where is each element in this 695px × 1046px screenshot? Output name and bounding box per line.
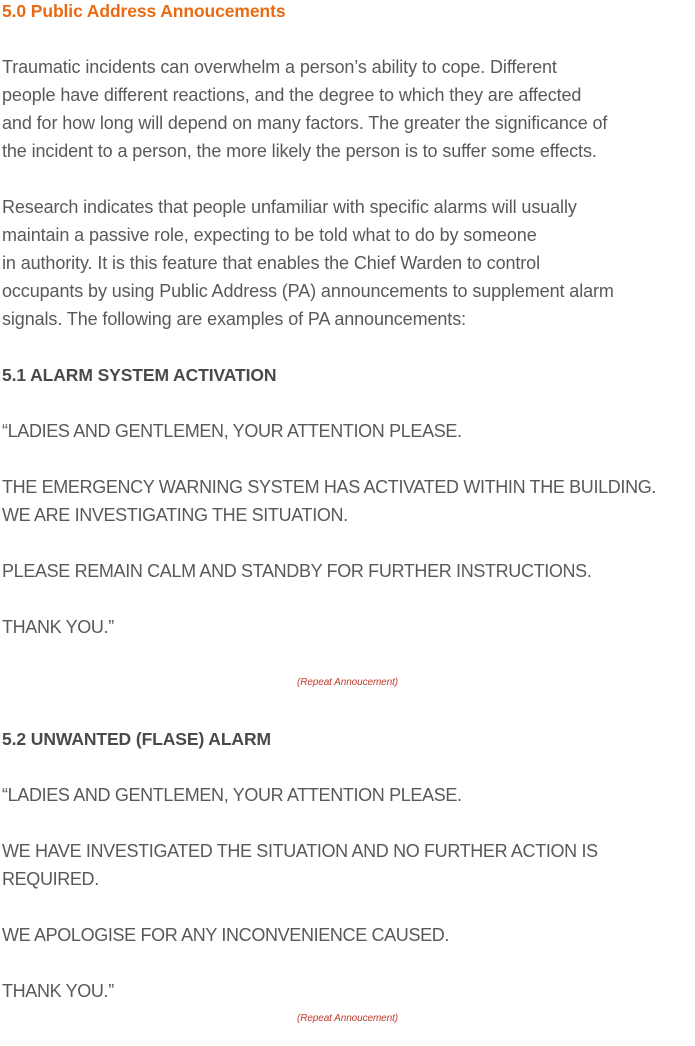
research-line: Research indicates that people unfamiliar with specific alarms will usually [2, 197, 577, 217]
section-heading: 5.1 ALARM SYSTEM ACTIVATION [2, 365, 277, 385]
announcement-line: WE HAVE INVESTIGATED THE SITUATION AND NO FURTHER ACTION IS [2, 841, 598, 861]
intro-line: the incident to a person, the more likely the person is to suffer some effects. [2, 141, 597, 161]
announcement-greeting: “LADIES AND GENTLEMEN, YOUR ATTENTION PLEASE. [2, 785, 462, 805]
announcement-line: REQUIRED. [2, 869, 99, 889]
research-line: signals. The following are examples of PA announcements: [2, 309, 467, 329]
repeat-note: (Repeat Annoucement) [296, 1013, 399, 1024]
research-line: in authority. It is this feature that enables the Chief Warden to control [2, 253, 540, 273]
section-heading: 5.2 UNWANTED (FLASE) ALARM [2, 729, 271, 749]
announcement-apology: WE APOLOGISE FOR ANY INCONVENIENCE CAUSED. [2, 925, 450, 945]
announcement-closing: THANK YOU.” [2, 617, 114, 637]
intro-line: people have different reactions, and the degree to which they are affected [2, 85, 582, 105]
page-title: 5.0 Public Address Annoucements [2, 1, 286, 21]
announcement-line: WE ARE INVESTIGATING THE SITUATION. [2, 505, 348, 525]
research-line: maintain a passive role, expecting to be told what to do by someone [2, 225, 537, 245]
announcement-line: THE EMERGENCY WARNING SYSTEM HAS ACTIVATED WITHIN THE BUILDING. [2, 477, 657, 497]
repeat-note: (Repeat Annoucement) [296, 677, 399, 688]
announcement-greeting: “LADIES AND GENTLEMEN, YOUR ATTENTION PLEASE. [2, 421, 462, 441]
research-line: occupants by using Public Address (PA) announcements to supplement alarm [2, 281, 614, 301]
announcement-closing: THANK YOU.” [2, 981, 114, 1001]
intro-line: and for how long will depend on many factors. The greater the significance of [2, 113, 608, 133]
announcement-instruction: PLEASE REMAIN CALM AND STANDBY FOR FURTHER INSTRUCTIONS. [2, 561, 592, 581]
intro-line: Traumatic incidents can overwhelm a person’s ability to cope. Different [2, 57, 557, 77]
